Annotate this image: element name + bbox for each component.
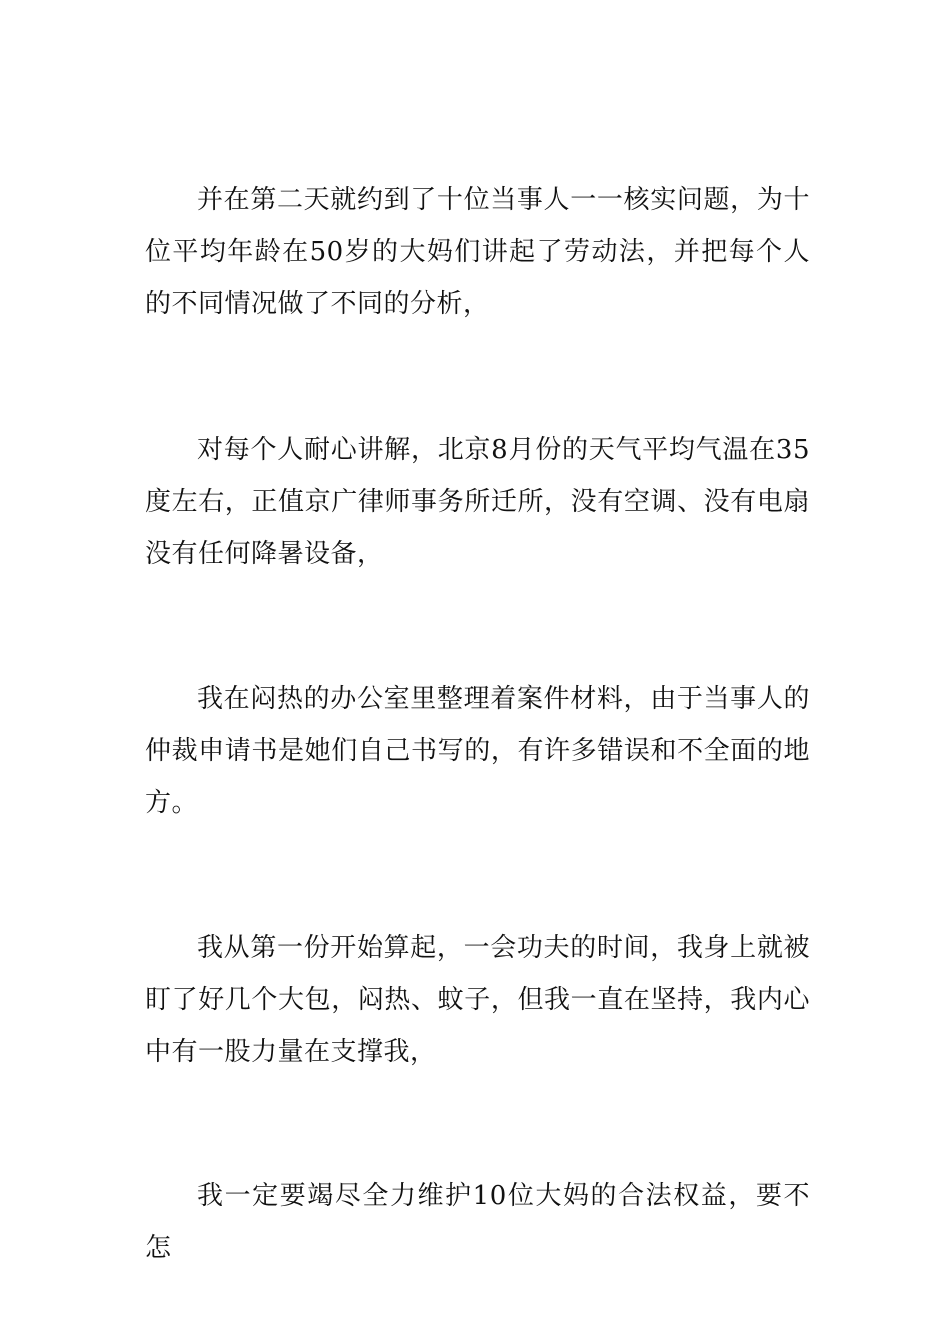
paragraph-5: 我一定要竭尽全力维护10位大妈的合法权益，要不怎 — [145, 1181, 810, 1263]
paragraph-1: 并在第二天就约到了十位当事人一一核实问题，为十位平均年龄在50岁的大妈们讲起了劳动法，并把每个人的不同情况做了不同的分析， — [145, 185, 810, 319]
paragraph-2: 对每个人耐心讲解，北京8月份的天气平均气温在35度左右，正值京广律师事务所迁所，没有空调、没有电扇没有任何降暑设备， — [145, 435, 810, 569]
paragraph-3: 我在闷热的办公室里整理着案件材料，由于当事人的仲裁申请书是她们自己书写的，有许多错误和不全面的地方。 — [145, 684, 810, 818]
paragraph-4: 我从第一份开始算起，一会功夫的时间，我身上就被盯了好几个大包，闷热、蚊子，但我一直在坚持，我内心中有一股力量在支撑我， — [145, 933, 810, 1067]
